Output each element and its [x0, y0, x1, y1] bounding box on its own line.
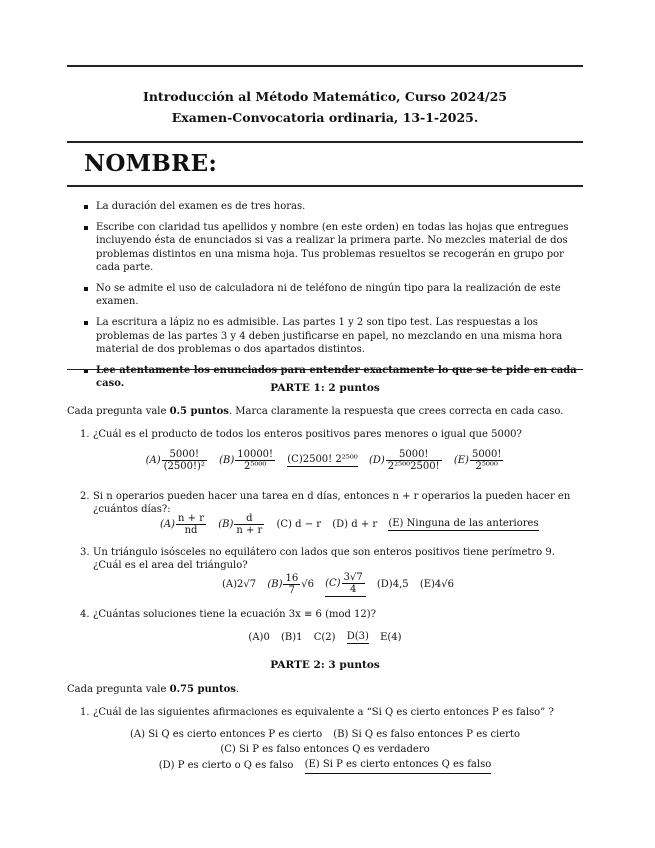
q1-option-b[interactable]	[219, 449, 276, 472]
question-number: 1.	[80, 429, 90, 440]
q3-option-a[interactable]: (A)2√7	[222, 579, 257, 590]
options-row-1	[67, 727, 583, 742]
denominator: (2500!)²	[163, 461, 205, 472]
p2q1-option-a[interactable]: (A) Si Q es cierto entonces P es cierto	[130, 729, 323, 740]
q3-option-b[interactable]	[267, 573, 314, 596]
q3-option-d[interactable]: (D)4,5	[376, 579, 409, 590]
q4-option-a[interactable]: (A)0	[248, 632, 270, 643]
top-rule	[67, 65, 583, 67]
course-title: Introducción al Método Matemático, Curso 2024/25	[142, 89, 507, 104]
parte2-intro	[67, 683, 583, 696]
intro-post: .	[235, 684, 240, 695]
instruction-item: No se admite el uso de calculadora ni de teléfono de ningún tipo para la realización de este examen.	[84, 282, 584, 308]
q2-options	[156, 513, 543, 536]
q3-option-e[interactable]: (E)4√6	[419, 579, 455, 590]
instructions-list	[84, 200, 584, 390]
instruction-item: La escritura a lápiz no es admisible. Las partes 1 y 2 son tipo test. Las respuestas a los problemas de las partes 3 y 4 deben justificarse en papel, no mezclando en una misma hora material de dos problemas o dos apartados distintos.	[84, 316, 584, 356]
question-number: 3.	[80, 547, 90, 558]
question-3	[80, 546, 584, 572]
q1-option-a[interactable]	[146, 449, 208, 472]
options-row-2	[67, 742, 583, 757]
p2q1-option-d[interactable]: (D) P es cierto o Q es falso	[158, 760, 294, 771]
denominator: 2⁵⁰⁰⁰	[243, 461, 267, 472]
q4-option-e[interactable]: E(4)	[380, 632, 402, 643]
numerator: d	[234, 513, 264, 525]
denominator: 2²⁵⁰⁰2500!	[387, 461, 440, 472]
header-rule	[67, 141, 583, 143]
instruction-item: Escribe con claridad tus apellidos y nombre (en este orden) en todas las hojas que entregues incluyendo ésta de enunciados si vas a realizar la primera parte. No mezcles material de dos problemas distintos en una misma hoja. Tus problemas resueltos se recogerán en grupo por cada parte.	[84, 221, 584, 274]
p2q1-option-e[interactable]: (E) Si P es cierto entonces Q es falso	[305, 757, 492, 774]
option-label: (A)	[160, 519, 176, 530]
q1-option-c[interactable]: (C)2500! 2²⁵⁰⁰	[287, 454, 358, 465]
option-label: (B)	[219, 455, 235, 466]
numerator: 5000!	[471, 449, 502, 460]
numerator: n + r	[178, 513, 204, 524]
p2q1-option-c[interactable]: (C) Si P es falso entonces Q es verdadero	[220, 744, 430, 755]
question-4	[80, 608, 584, 621]
question-text: ¿Cuál es el producto de todos los enteros positivos pares menores o igual que 5000?	[93, 429, 522, 440]
instruction-item: La duración del examen es de tres horas.	[84, 200, 584, 213]
q3-options	[218, 572, 458, 597]
q1-options	[67, 449, 583, 472]
denominator: 7	[288, 585, 296, 596]
intro-post: . Marca claramente la respuesta que crees correcta en cada caso.	[228, 406, 564, 417]
option-label: (B)	[267, 579, 283, 590]
option-tail: √6	[301, 579, 314, 590]
denominator: 4	[349, 584, 357, 595]
question-text: ¿Cuántas soluciones tiene la ecuación 3x ≡ 6 (mod 12)?	[93, 609, 377, 620]
q4-option-b[interactable]: (B)1	[281, 632, 303, 643]
q2-option-e[interactable]: (E) Ninguna de las anteriores	[388, 518, 539, 529]
q3-option-c[interactable]	[325, 572, 366, 597]
q4-option-d[interactable]: D(3)	[346, 631, 369, 642]
p2q1-option-b[interactable]: (B) Si Q es falso entonces P es cierto	[333, 729, 520, 740]
question-text: Un triángulo isósceles no equilátero con lados que son enteros positivos tiene perímetro 9. ¿Cuál es el area del triángulo?	[93, 547, 555, 571]
q2-option-b[interactable]	[218, 513, 265, 536]
p2q1-options	[67, 727, 583, 774]
numerator: 3√7	[343, 572, 363, 583]
numerator: 5000!	[386, 449, 442, 461]
denominator: n + r	[236, 525, 263, 536]
intro-points: 0.75 puntos	[169, 684, 236, 695]
option-label: (D)	[368, 455, 385, 466]
question-text: Si n operarios pueden hacer una tarea en d días, entonces n + r operarios la pueden hacer en ¿cuántos días?:	[93, 491, 571, 515]
question-number: 2.	[80, 491, 90, 502]
parte1-intro	[67, 405, 583, 418]
q4-option-c[interactable]: C(2)	[313, 632, 336, 643]
intro-pre: Cada pregunta vale	[67, 406, 170, 417]
option-label: (E)	[453, 455, 469, 466]
parte1-title: PARTE 1: 2 puntos	[270, 382, 380, 394]
option-label: (B)	[218, 519, 234, 530]
parte2-question-1	[80, 706, 584, 719]
q2-option-c[interactable]: (C) d − r	[276, 519, 322, 530]
nombre-label: NOMBRE:	[84, 150, 218, 177]
exam-title: Examen-Convocatoria ordinaria, 13-1-2025.	[171, 110, 479, 125]
q1-option-d[interactable]	[369, 449, 443, 472]
q4-options	[67, 631, 583, 644]
section-rule	[67, 369, 583, 370]
denominator: nd	[184, 525, 198, 536]
q2-option-d[interactable]: (D) d + r	[332, 519, 378, 530]
intro-pre: Cada pregunta vale	[67, 684, 170, 695]
question-text: ¿Cuál de las siguientes afirmaciones es equivalente a “Si Q es cierto entonces P es falso” ?	[93, 707, 554, 718]
instruction-item-bold: Lee atentamente los enunciados para entender exactamente lo que se te pide en cada caso.	[84, 364, 584, 390]
question-number: 1.	[80, 707, 90, 718]
q1-option-e[interactable]	[454, 449, 505, 472]
numerator: 5000!	[162, 449, 207, 461]
question-1	[80, 428, 584, 441]
nombre-rule	[67, 185, 583, 187]
options-row-3	[67, 757, 583, 774]
parte2-title: PARTE 2: 3 puntos	[270, 659, 380, 671]
option-label: (A)	[145, 455, 161, 466]
q2-option-a[interactable]	[160, 513, 207, 536]
numerator: 10000!	[237, 449, 274, 460]
numerator: 16	[285, 573, 299, 584]
denominator: 2⁵⁰⁰⁰	[475, 461, 498, 472]
intro-points: 0.5 puntos	[169, 406, 229, 417]
question-number: 4.	[80, 609, 90, 620]
option-label: (C)	[325, 578, 341, 589]
